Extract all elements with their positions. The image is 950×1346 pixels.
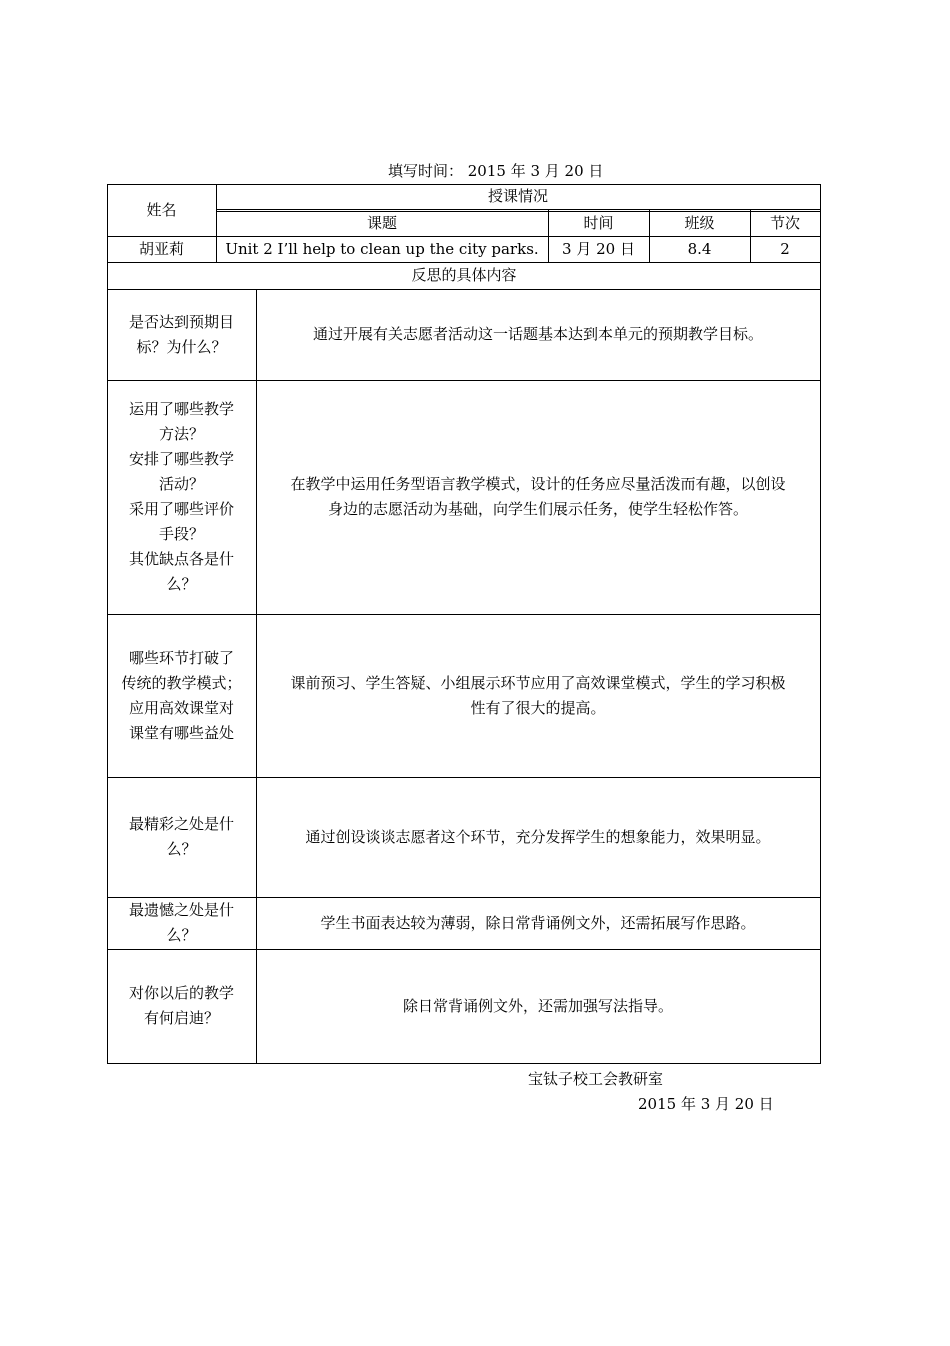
lesson-topic: Unit 2 I’ll help to clean up the city parks. xyxy=(225,239,539,258)
answer-regret: 学生书面表达较为薄弱，除日常背诵例文外，还需拓展写作思路。 xyxy=(320,913,756,932)
table-border-bottom xyxy=(107,1063,821,1064)
answer-methods: 在教学中运用任务型语言教学模式，设计的任务应尽量活泼而有趣，以创设 身边的志愿活动为基础，向学生们展示任务，使学生轻松作答。 xyxy=(290,475,786,518)
period-header: 节次 xyxy=(769,214,800,232)
question-methods: 运用了哪些教学 方法？ 安排了哪些教学 活动？ 采用了哪些评价 手段？ 其优缺点各是什 么？ xyxy=(128,400,234,593)
reflection-title: 反思的具体内容 xyxy=(411,266,517,284)
footer-date: 2015 年 3 月 20 日 xyxy=(638,1095,774,1113)
question-highlight: 最精彩之处是什 么？ xyxy=(128,815,234,858)
fill-time: 填写时间： 2015 年 3 月 20 日 xyxy=(388,162,604,180)
topic-header: 课题 xyxy=(366,214,397,232)
question-breakthrough: 哪些环节打破了 传统的教学模式； 应用高效课堂对 课堂有哪些益处 xyxy=(121,648,242,742)
teacher-name: 胡亚莉 xyxy=(138,239,184,258)
name-header: 姓名 xyxy=(146,200,177,219)
teaching-header: 授课情况 xyxy=(487,187,548,205)
class-header: 班级 xyxy=(684,214,715,232)
answer-highlight: 通过创设谈谈志愿者这个环节，充分发挥学生的想象能力，效果明显。 xyxy=(305,827,771,846)
time-header: 时间 xyxy=(583,214,614,232)
answer-inspiration: 除日常背诵例文外，还需加强写法指导。 xyxy=(402,996,673,1015)
lesson-class: 8.4 xyxy=(687,239,712,258)
footer-organization: 宝钛子校工会教研室 xyxy=(528,1070,664,1088)
question-goal-achieved: 是否达到预期目 标？为什么？ xyxy=(128,312,234,356)
question-inspiration: 对你以后的教学 有何启迪？ xyxy=(128,984,234,1027)
answer-breakthrough: 课前预习、学生答疑、小组展示环节应用了高效课堂模式，学生的学习积极 性有了很大的提高。 xyxy=(290,673,786,717)
lesson-period: 2 xyxy=(780,239,790,258)
question-regret: 最遗憾之处是什 么？ xyxy=(128,901,234,944)
table-border-right xyxy=(820,184,821,1064)
divider xyxy=(216,209,820,210)
answer-goal-achieved: 通过开展有关志愿者活动这一话题基本达到本单元的预期教学目标。 xyxy=(312,325,763,343)
lesson-time: 3 月 20 日 xyxy=(562,239,635,258)
